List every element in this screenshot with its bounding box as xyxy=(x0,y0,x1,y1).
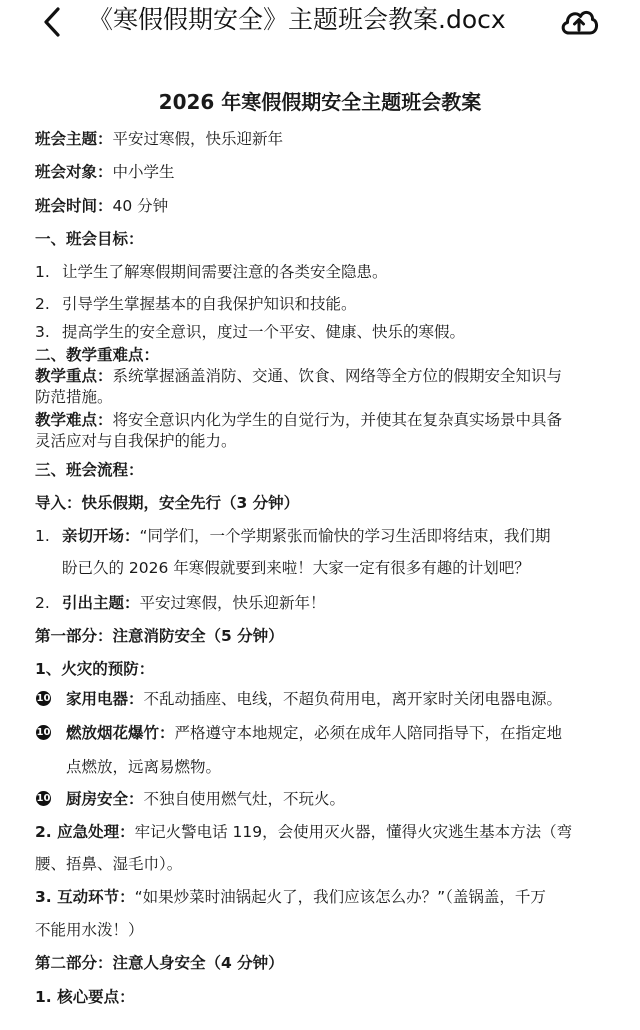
target-label: 班会对象： xyxy=(35,163,113,181)
part1-heading-text: 第一部分：注意消防安全（5 分钟） xyxy=(35,627,284,645)
intro-2-text: 平安过寒假，快乐迎新年！ xyxy=(139,594,326,612)
interaction-line-2: 不能用水泼！） xyxy=(35,921,144,939)
part2-heading-text: 第二部分：注意人身安全（4 分钟） xyxy=(35,954,284,972)
bullet-icon: 10 xyxy=(36,727,51,738)
intro-2-label: 引出主题： xyxy=(62,594,140,612)
intro-1-label: 亲切开场： xyxy=(62,527,140,545)
top-bar xyxy=(0,0,640,44)
bullet-2-line-2: 点燃放，远离易燃物。 xyxy=(66,758,222,776)
part1-heading xyxy=(35,625,284,647)
focus-line-2: 防范措施。 xyxy=(35,388,113,406)
goal-3-text: 提高学生的安全意识，度过一个平安、健康、快乐的寒假。 xyxy=(62,323,466,341)
bullet-3-text: 不独自使用燃气灶，不玩火。 xyxy=(143,790,346,808)
difficulty-line-2: 灵活应对与自我保护的能力。 xyxy=(35,432,237,450)
difficulty-text-1: 将安全意识内化为学生的自觉行为，并使其在复杂真实场景中具备 xyxy=(112,411,563,429)
chevron-left-icon xyxy=(36,4,72,40)
intro-1-line-1 xyxy=(62,525,551,547)
goal-2-text: 引导学生掌握基本的自我保护知识和技能。 xyxy=(62,295,357,313)
interaction-text-1: “如果炒菜时油锅起火了，我们应该怎么办？”（盖锅盖，千万 xyxy=(134,888,546,906)
goal-3-num: 3. xyxy=(35,323,50,341)
core-points-text: 1. 核心要点： xyxy=(35,988,135,1006)
bullet-2-text-1: 严格遵守本地规定，必须在成年人陪同指导下，在指定地 xyxy=(174,724,563,742)
cloud-upload-icon xyxy=(558,2,600,40)
emergency-text-1: 牢记火警电话 119，会使用灭火器，懂得火灾逃生基本方法（弯 xyxy=(134,823,573,841)
section-keypoints xyxy=(35,344,159,366)
goal-2-num: 2. xyxy=(35,295,50,313)
intro-2-line xyxy=(62,592,326,614)
interaction-label: 3. 互动环节： xyxy=(35,888,135,906)
section-goals-title: 一、班会目标： xyxy=(35,230,144,248)
emergency-label: 2. 应急处理： xyxy=(35,823,135,841)
bullet-2-label: 燃放烟花爆竹： xyxy=(66,724,175,742)
theme-label: 班会主题： xyxy=(35,130,113,148)
goal-1-text: 让学生了解寒假期间需要注意的各类安全隐患。 xyxy=(62,263,388,281)
intro-1-num: 1. xyxy=(35,527,50,545)
goal-1-num: 1. xyxy=(35,263,50,281)
bullet-icon: 10 xyxy=(36,793,51,804)
bullet-1-line xyxy=(66,688,562,710)
time-label: 班会时间： xyxy=(35,197,113,215)
bullet-1-label: 家用电器： xyxy=(66,690,144,708)
interaction-line-1 xyxy=(35,886,546,908)
theme-line xyxy=(35,128,283,150)
bullet-2-line-1 xyxy=(66,722,562,744)
intro-2-num: 2. xyxy=(35,594,50,612)
fire-prevent-text: 1、火灾的预防： xyxy=(35,660,155,678)
focus-label: 教学重点： xyxy=(35,367,113,385)
section-goals xyxy=(35,228,144,250)
bullet-3-line xyxy=(66,788,345,810)
intro-1-text-1: “同学们，一个学期紧张而愉快的学习生活即将结束，我们期 xyxy=(139,527,551,545)
focus-line-1 xyxy=(35,365,562,387)
theme-value: 平安过寒假，快乐迎新年 xyxy=(112,130,284,148)
emergency-line-1 xyxy=(35,821,572,843)
intro-heading xyxy=(35,492,299,514)
emergency-line-2: 腰、捂鼻、湿毛巾）。 xyxy=(35,855,183,873)
bullet-icon: 10 xyxy=(36,693,51,704)
bullet-1-text: 不乱动插座、电线，不超负荷用电，离开家时关闭电器电源。 xyxy=(143,690,563,708)
focus-text-1: 系统掌握涵盖消防、交通、饮食、网络等全方位的假期安全知识与 xyxy=(112,367,563,385)
time-value: 40 分钟 xyxy=(112,197,169,215)
target-value: 中小学生 xyxy=(112,163,175,181)
fire-prevent-heading xyxy=(35,658,154,680)
section-keypoints-title: 二、教学重难点： xyxy=(35,346,160,364)
intro-heading-text: 导入：快乐假期，安全先行（3 分钟） xyxy=(35,494,300,512)
difficulty-label: 教学难点： xyxy=(35,411,113,429)
target-line xyxy=(35,161,175,183)
difficulty-line-1 xyxy=(35,409,562,431)
cloud-upload-button[interactable] xyxy=(558,2,600,40)
time-line xyxy=(35,195,168,217)
bullet-3-label: 厨房安全： xyxy=(66,790,144,808)
section-process xyxy=(35,459,144,481)
core-points-heading xyxy=(35,986,135,1008)
back-button[interactable] xyxy=(36,4,72,40)
intro-1-line-2: 盼已久的 2026 年寒假就要到来啦！大家一定有很多有趣的计划吧？ xyxy=(62,559,530,577)
part2-heading xyxy=(35,952,284,974)
document-title: 《寒假假期安全》主题班会教案.docx xyxy=(88,5,506,34)
section-process-title: 三、班会流程： xyxy=(35,461,144,479)
document-heading: 2026 年寒假假期安全主题班会教案 xyxy=(158,90,482,114)
